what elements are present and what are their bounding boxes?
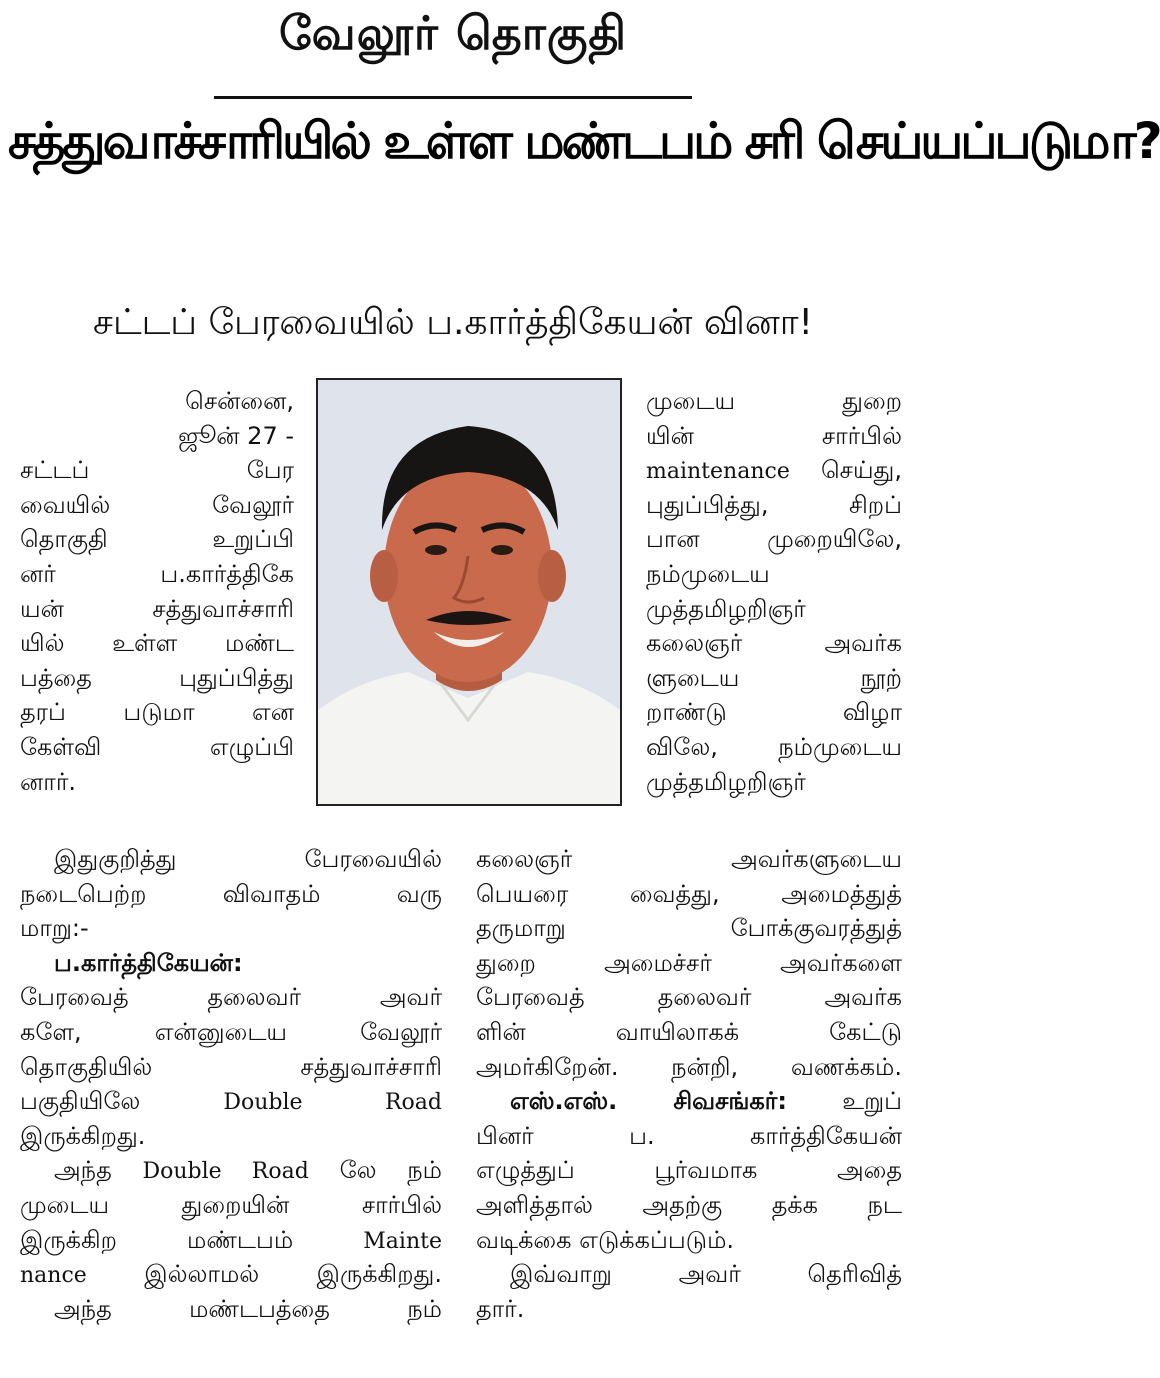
column-left-top [20, 384, 294, 799]
headline: சத்துவாச்சாரியில் உள்ள மண்டபம் சரி செய்யப்படுமா? [8, 112, 1160, 170]
text-line: முத்தமிழறிஞர் [646, 594, 806, 623]
text-line: தருமாறு போக்குவரத்துத் [476, 914, 902, 943]
text-line: பினர் ப. கார்த்திகேயன் [476, 1121, 902, 1150]
text-line: முடைய துறையின் சார்பில் [20, 1190, 442, 1219]
text-line: எஸ்.எஸ். சிவசங்கர்: உறுப் [510, 1087, 902, 1116]
text-line: கலைஞர் அவர்களுடைய [476, 845, 902, 873]
text-line: நடைபெற்ற விவாதம் வரு [20, 879, 442, 908]
text-line: பேரவைத் தலைவர் அவர்க [476, 983, 902, 1012]
portrait-photo [316, 378, 622, 806]
text-line: பேரவைத் தலைவர் அவர் [20, 983, 442, 1012]
text-line: இருக்கிற மண்டபம் Mainte [20, 1225, 442, 1254]
text-line: அமர்கிறேன். நன்றி, வணக்கம். [476, 1052, 902, 1081]
text-line: துறை அமைச்சர் அவர்களை [476, 948, 902, 977]
text-line: தொகுதியில் சத்துவாச்சாரி [20, 1052, 442, 1081]
text-line: நம்முடைய [646, 559, 770, 588]
text-line: யன் சத்துவாச்சாரி [20, 594, 294, 623]
text-line: பத்தை புதுப்பித்து [20, 663, 294, 692]
text-line: தார். [476, 1294, 525, 1323]
text-line: மாறு:- [20, 914, 89, 943]
text-line: இவ்வாறு அவர் தெரிவித் [510, 1260, 902, 1289]
text-line: தரப் படுமா என [20, 698, 294, 727]
text-line: பகுதியிலே Double Road [20, 1087, 442, 1116]
text-line: maintenance செய்து, [646, 456, 902, 485]
text-line: இருக்கிறது. [20, 1121, 146, 1150]
text-line: அந்த மண்டபத்தை நம் [54, 1294, 442, 1323]
text-line: சென்னை, [185, 387, 294, 415]
text-line: பான முறையிலே, [646, 525, 902, 554]
text-line: இதுகுறித்து பேரவையில் [54, 845, 442, 873]
text-line: nance இல்லாமல் இருக்கிறது. [20, 1260, 442, 1289]
text-line: புதுப்பித்து, சிறப் [646, 490, 902, 519]
text-line: முத்தமிழறிஞர் [646, 767, 806, 796]
text-line: முடைய துறை [646, 387, 902, 415]
speaker-name: ப.கார்த்திகேயன்: [54, 948, 243, 977]
text-line: வடிக்கை எடுக்கப்படும். [476, 1225, 735, 1254]
text-line: பெயரை வைத்து, அமைத்துத் [476, 879, 902, 908]
text-line: விலே, நம்முடைய [646, 732, 902, 761]
text-line: ஜூன் 27 - [178, 421, 294, 450]
column-right-top [646, 384, 902, 799]
text-line: வையில் வேலூர் [20, 490, 294, 519]
column-left-bottom [20, 842, 442, 1326]
text-line: றாண்டு விழா [646, 698, 902, 727]
portrait-illustration [318, 380, 620, 804]
column-right-bottom [476, 842, 902, 1326]
text-line: யின் சார்பில் [646, 421, 902, 450]
text-line: கலைஞர் அவர்க [646, 629, 902, 658]
text-line: ளுடைய நூற் [646, 663, 902, 692]
text-line: சட்டப் பேர [20, 456, 294, 485]
text-line: ளின் வாயிலாகக் கேட்டு [476, 1017, 902, 1046]
kicker-title: வேலூர் தொகுதி [278, 6, 628, 60]
text-line: கேள்வி எழுப்பி [20, 732, 294, 761]
text-line: னர் ப.கார்த்திகே [20, 559, 294, 588]
text-line: அந்த Double Road லே நம் [54, 1156, 442, 1185]
text-line: யில் உள்ள மண்ட [20, 629, 294, 658]
text-line: னார். [20, 767, 76, 796]
text-line: களே, என்னுடைய வேலூர் [20, 1017, 442, 1046]
text-line: எழுத்துப் பூர்வமாக அதை [476, 1156, 902, 1185]
text-line: தொகுதி உறுப்பி [20, 525, 294, 554]
subheadline: சட்டப் பேரவையில் ப.கார்த்திகேயன் வினா! [93, 302, 813, 343]
speaker-name: எஸ்.எஸ். சிவசங்கர்: [510, 1087, 787, 1116]
text-line: அளித்தால் அதற்கு தக்க நட [476, 1190, 902, 1219]
kicker-underline [214, 96, 692, 99]
